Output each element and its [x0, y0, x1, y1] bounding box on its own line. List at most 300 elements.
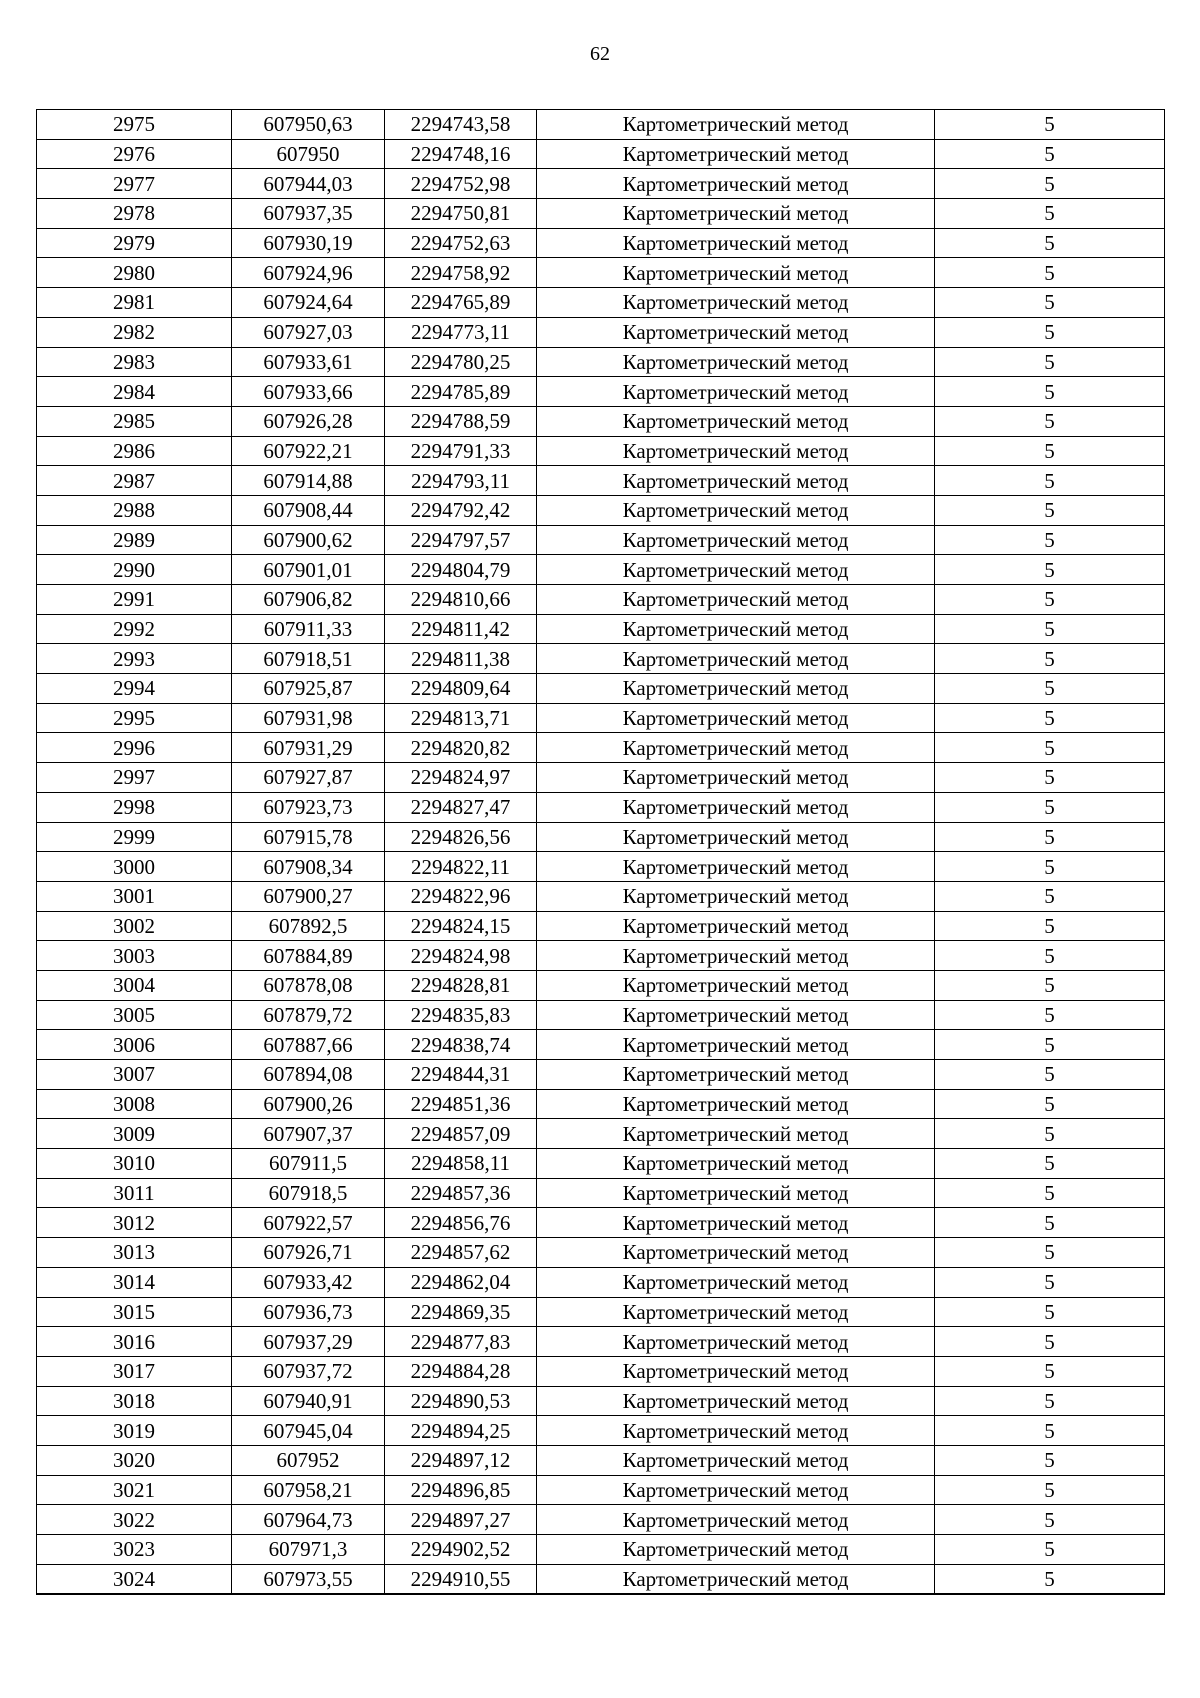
cell-coordinate-x: 607926,71 [232, 1238, 385, 1268]
cell-point-number: 3007 [37, 1060, 232, 1090]
cell-accuracy: 5 [935, 1119, 1165, 1149]
table-row [37, 466, 1165, 496]
cell-accuracy: 5 [935, 228, 1165, 258]
cell-accuracy: 5 [935, 1060, 1165, 1090]
cell-point-number: 2984 [37, 377, 232, 407]
cell-point-number: 2983 [37, 347, 232, 377]
cell-coordinate-y: 2294820,82 [385, 733, 537, 763]
table-row [37, 1030, 1165, 1060]
cell-coordinate-y: 2294828,81 [385, 970, 537, 1000]
cell-coordinate-y: 2294838,74 [385, 1030, 537, 1060]
cell-method: Картометрический метод [537, 1149, 935, 1179]
cell-method: Картометрический метод [537, 1475, 935, 1505]
cell-accuracy: 5 [935, 139, 1165, 169]
cell-method: Картометрический метод [537, 1089, 935, 1119]
cell-coordinate-x: 607945,04 [232, 1416, 385, 1446]
cell-coordinate-y: 2294750,81 [385, 199, 537, 229]
cell-method: Картометрический метод [537, 169, 935, 199]
table-row [37, 733, 1165, 763]
cell-point-number: 2994 [37, 674, 232, 704]
cell-method: Картометрический метод [537, 674, 935, 704]
cell-accuracy: 5 [935, 288, 1165, 318]
table-row [37, 1416, 1165, 1446]
cell-method: Картометрический метод [537, 1356, 935, 1386]
cell-point-number: 2977 [37, 169, 232, 199]
cell-coordinate-x: 607918,5 [232, 1178, 385, 1208]
cell-accuracy: 5 [935, 852, 1165, 882]
cell-coordinate-x: 607971,3 [232, 1535, 385, 1565]
cell-point-number: 3013 [37, 1238, 232, 1268]
cell-accuracy: 5 [935, 941, 1165, 971]
cell-accuracy: 5 [935, 317, 1165, 347]
cell-coordinate-y: 2294856,76 [385, 1208, 537, 1238]
cell-point-number: 3016 [37, 1327, 232, 1357]
cell-accuracy: 5 [935, 1267, 1165, 1297]
cell-point-number: 2990 [37, 555, 232, 585]
cell-point-number: 2997 [37, 763, 232, 793]
table-row [37, 614, 1165, 644]
cell-accuracy: 5 [935, 703, 1165, 733]
table-row [37, 199, 1165, 229]
table-row [37, 555, 1165, 585]
cell-coordinate-x: 607924,64 [232, 288, 385, 318]
cell-coordinate-x: 607973,55 [232, 1564, 385, 1594]
cell-method: Картометрический метод [537, 970, 935, 1000]
table-row [37, 703, 1165, 733]
cell-method: Картометрический метод [537, 1297, 935, 1327]
cell-point-number: 3005 [37, 1000, 232, 1030]
cell-accuracy: 5 [935, 377, 1165, 407]
cell-point-number: 3010 [37, 1149, 232, 1179]
table-row [37, 911, 1165, 941]
cell-coordinate-y: 2294826,56 [385, 822, 537, 852]
cell-coordinate-x: 607922,21 [232, 436, 385, 466]
cell-accuracy: 5 [935, 347, 1165, 377]
cell-coordinate-x: 607922,57 [232, 1208, 385, 1238]
cell-point-number: 2991 [37, 585, 232, 615]
table-row [37, 1327, 1165, 1357]
cell-method: Картометрический метод [537, 941, 935, 971]
cell-point-number: 3000 [37, 852, 232, 882]
cell-method: Картометрический метод [537, 258, 935, 288]
cell-coordinate-x: 607933,66 [232, 377, 385, 407]
table-row [37, 406, 1165, 436]
cell-coordinate-x: 607915,78 [232, 822, 385, 852]
cell-accuracy: 5 [935, 199, 1165, 229]
cell-point-number: 2986 [37, 436, 232, 466]
cell-method: Картометрический метод [537, 110, 935, 140]
cell-method: Картометрический метод [537, 911, 935, 941]
cell-coordinate-y: 2294827,47 [385, 792, 537, 822]
cell-method: Картометрический метод [537, 1505, 935, 1535]
table-row [37, 139, 1165, 169]
cell-coordinate-x: 607926,28 [232, 406, 385, 436]
cell-point-number: 3006 [37, 1030, 232, 1060]
cell-coordinate-y: 2294884,28 [385, 1356, 537, 1386]
cell-accuracy: 5 [935, 881, 1165, 911]
cell-coordinate-y: 2294773,11 [385, 317, 537, 347]
cell-accuracy: 5 [935, 1000, 1165, 1030]
table-row [37, 258, 1165, 288]
cell-point-number: 2982 [37, 317, 232, 347]
cell-accuracy: 5 [935, 1416, 1165, 1446]
cell-point-number: 3009 [37, 1119, 232, 1149]
cell-coordinate-y: 2294792,42 [385, 495, 537, 525]
cell-accuracy: 5 [935, 644, 1165, 674]
cell-coordinate-y: 2294857,36 [385, 1178, 537, 1208]
cell-coordinate-x: 607930,19 [232, 228, 385, 258]
cell-coordinate-x: 607964,73 [232, 1505, 385, 1535]
cell-point-number: 3014 [37, 1267, 232, 1297]
cell-coordinate-x: 607950,63 [232, 110, 385, 140]
cell-coordinate-x: 607923,73 [232, 792, 385, 822]
cell-coordinate-y: 2294897,27 [385, 1505, 537, 1535]
cell-coordinate-y: 2294858,11 [385, 1149, 537, 1179]
cell-method: Картометрический метод [537, 1060, 935, 1090]
cell-coordinate-y: 2294810,66 [385, 585, 537, 615]
cell-accuracy: 5 [935, 406, 1165, 436]
cell-coordinate-y: 2294788,59 [385, 406, 537, 436]
cell-method: Картометрический метод [537, 525, 935, 555]
cell-coordinate-y: 2294797,57 [385, 525, 537, 555]
table-row [37, 970, 1165, 1000]
cell-point-number: 2996 [37, 733, 232, 763]
cell-coordinate-x: 607944,03 [232, 169, 385, 199]
cell-coordinate-y: 2294897,12 [385, 1445, 537, 1475]
table-row [37, 1149, 1165, 1179]
cell-accuracy: 5 [935, 258, 1165, 288]
cell-method: Картометрический метод [537, 555, 935, 585]
cell-point-number: 3008 [37, 1089, 232, 1119]
cell-coordinate-x: 607936,73 [232, 1297, 385, 1327]
cell-accuracy: 5 [935, 1030, 1165, 1060]
cell-method: Картометрический метод [537, 1178, 935, 1208]
cell-accuracy: 5 [935, 555, 1165, 585]
cell-coordinate-y: 2294835,83 [385, 1000, 537, 1030]
cell-point-number: 2995 [37, 703, 232, 733]
cell-accuracy: 5 [935, 1238, 1165, 1268]
cell-method: Картометрический метод [537, 852, 935, 882]
cell-accuracy: 5 [935, 1089, 1165, 1119]
cell-coordinate-x: 607925,87 [232, 674, 385, 704]
cell-coordinate-x: 607924,96 [232, 258, 385, 288]
cell-coordinate-y: 2294743,58 [385, 110, 537, 140]
cell-coordinate-x: 607950 [232, 139, 385, 169]
cell-accuracy: 5 [935, 763, 1165, 793]
cell-accuracy: 5 [935, 585, 1165, 615]
cell-coordinate-x: 607937,35 [232, 199, 385, 229]
cell-coordinate-x: 607937,29 [232, 1327, 385, 1357]
cell-coordinate-x: 607914,88 [232, 466, 385, 496]
cell-coordinate-x: 607952 [232, 1445, 385, 1475]
cell-coordinate-x: 607927,03 [232, 317, 385, 347]
cell-point-number: 3002 [37, 911, 232, 941]
cell-point-number: 3021 [37, 1475, 232, 1505]
cell-point-number: 2980 [37, 258, 232, 288]
cell-point-number: 2975 [37, 110, 232, 140]
cell-coordinate-x: 607900,62 [232, 525, 385, 555]
cell-coordinate-y: 2294869,35 [385, 1297, 537, 1327]
cell-accuracy: 5 [935, 1178, 1165, 1208]
cell-method: Картометрический метод [537, 1208, 935, 1238]
cell-coordinate-x: 607907,37 [232, 1119, 385, 1149]
cell-coordinate-x: 607940,91 [232, 1386, 385, 1416]
cell-coordinate-y: 2294844,31 [385, 1060, 537, 1090]
cell-accuracy: 5 [935, 1208, 1165, 1238]
cell-accuracy: 5 [935, 733, 1165, 763]
table-row [37, 674, 1165, 704]
cell-coordinate-x: 607908,44 [232, 495, 385, 525]
cell-point-number: 3024 [37, 1564, 232, 1594]
cell-coordinate-y: 2294894,25 [385, 1416, 537, 1446]
cell-method: Картометрический метод [537, 703, 935, 733]
cell-coordinate-y: 2294822,96 [385, 881, 537, 911]
cell-method: Картометрический метод [537, 763, 935, 793]
table-row [37, 110, 1165, 140]
cell-point-number: 2992 [37, 614, 232, 644]
cell-point-number: 2978 [37, 199, 232, 229]
cell-point-number: 3004 [37, 970, 232, 1000]
cell-point-number: 3022 [37, 1505, 232, 1535]
cell-coordinate-y: 2294824,15 [385, 911, 537, 941]
cell-coordinate-y: 2294877,83 [385, 1327, 537, 1357]
cell-method: Картометрический метод [537, 1267, 935, 1297]
cell-accuracy: 5 [935, 436, 1165, 466]
table-row [37, 881, 1165, 911]
table-row [37, 228, 1165, 258]
cell-coordinate-x: 607931,29 [232, 733, 385, 763]
cell-method: Картометрический метод [537, 585, 935, 615]
cell-accuracy: 5 [935, 1564, 1165, 1594]
cell-coordinate-y: 2294890,53 [385, 1386, 537, 1416]
table-row [37, 763, 1165, 793]
cell-point-number: 2999 [37, 822, 232, 852]
table-row [37, 644, 1165, 674]
cell-point-number: 2979 [37, 228, 232, 258]
cell-method: Картометрический метод [537, 614, 935, 644]
table-row [37, 1119, 1165, 1149]
cell-coordinate-y: 2294824,97 [385, 763, 537, 793]
table-row [37, 852, 1165, 882]
cell-coordinate-x: 607878,08 [232, 970, 385, 1000]
table-row [37, 377, 1165, 407]
cell-method: Картометрический метод [537, 644, 935, 674]
cell-coordinate-y: 2294785,89 [385, 377, 537, 407]
cell-coordinate-x: 607900,27 [232, 881, 385, 911]
cell-coordinate-y: 2294902,52 [385, 1535, 537, 1565]
cell-accuracy: 5 [935, 1297, 1165, 1327]
cell-accuracy: 5 [935, 495, 1165, 525]
cell-coordinate-y: 2294748,16 [385, 139, 537, 169]
cell-coordinate-x: 607879,72 [232, 1000, 385, 1030]
cell-accuracy: 5 [935, 674, 1165, 704]
cell-coordinate-y: 2294857,09 [385, 1119, 537, 1149]
cell-accuracy: 5 [935, 1386, 1165, 1416]
cell-coordinate-x: 607918,51 [232, 644, 385, 674]
cell-accuracy: 5 [935, 1535, 1165, 1565]
cell-method: Картометрический метод [537, 317, 935, 347]
cell-coordinate-x: 607906,82 [232, 585, 385, 615]
cell-coordinate-x: 607884,89 [232, 941, 385, 971]
cell-coordinate-x: 607933,42 [232, 1267, 385, 1297]
cell-method: Картометрический метод [537, 466, 935, 496]
cell-coordinate-x: 607927,87 [232, 763, 385, 793]
cell-coordinate-x: 607901,01 [232, 555, 385, 585]
cell-coordinate-x: 607900,26 [232, 1089, 385, 1119]
cell-accuracy: 5 [935, 110, 1165, 140]
table-row [37, 585, 1165, 615]
cell-method: Картометрический метод [537, 822, 935, 852]
table-row [37, 1445, 1165, 1475]
cell-accuracy: 5 [935, 1356, 1165, 1386]
cell-accuracy: 5 [935, 169, 1165, 199]
cell-accuracy: 5 [935, 1445, 1165, 1475]
table-row [37, 1000, 1165, 1030]
cell-method: Картометрический метод [537, 288, 935, 318]
cell-method: Картометрический метод [537, 1386, 935, 1416]
cell-method: Картометрический метод [537, 228, 935, 258]
table-row [37, 436, 1165, 466]
cell-method: Картометрический метод [537, 139, 935, 169]
cell-coordinate-y: 2294851,36 [385, 1089, 537, 1119]
cell-point-number: 2989 [37, 525, 232, 555]
cell-point-number: 2998 [37, 792, 232, 822]
cell-point-number: 3012 [37, 1208, 232, 1238]
cell-method: Картометрический метод [537, 733, 935, 763]
cell-coordinate-y: 2294780,25 [385, 347, 537, 377]
cell-coordinate-x: 607958,21 [232, 1475, 385, 1505]
cell-method: Картометрический метод [537, 406, 935, 436]
cell-coordinate-x: 607887,66 [232, 1030, 385, 1060]
coordinates-table [36, 109, 1165, 1595]
cell-point-number: 3003 [37, 941, 232, 971]
cell-coordinate-x: 607933,61 [232, 347, 385, 377]
cell-coordinate-y: 2294804,79 [385, 555, 537, 585]
cell-accuracy: 5 [935, 1149, 1165, 1179]
cell-point-number: 2988 [37, 495, 232, 525]
cell-accuracy: 5 [935, 822, 1165, 852]
table-row [37, 1267, 1165, 1297]
table-row [37, 822, 1165, 852]
cell-method: Картометрический метод [537, 377, 935, 407]
cell-method: Картометрический метод [537, 1445, 935, 1475]
cell-point-number: 2976 [37, 139, 232, 169]
cell-point-number: 3011 [37, 1178, 232, 1208]
cell-coordinate-y: 2294765,89 [385, 288, 537, 318]
cell-point-number: 3001 [37, 881, 232, 911]
cell-coordinate-y: 2294824,98 [385, 941, 537, 971]
cell-coordinate-y: 2294910,55 [385, 1564, 537, 1594]
cell-method: Картометрический метод [537, 1238, 935, 1268]
table-row [37, 288, 1165, 318]
cell-point-number: 3019 [37, 1416, 232, 1446]
cell-coordinate-x: 607931,98 [232, 703, 385, 733]
cell-coordinate-x: 607908,34 [232, 852, 385, 882]
table-row [37, 347, 1165, 377]
table-row [37, 941, 1165, 971]
cell-coordinate-x: 607894,08 [232, 1060, 385, 1090]
cell-accuracy: 5 [935, 970, 1165, 1000]
cell-coordinate-y: 2294896,85 [385, 1475, 537, 1505]
cell-coordinate-y: 2294822,11 [385, 852, 537, 882]
cell-accuracy: 5 [935, 792, 1165, 822]
cell-method: Картометрический метод [537, 792, 935, 822]
table-row [37, 792, 1165, 822]
table-row [37, 1535, 1165, 1565]
cell-coordinate-x: 607937,72 [232, 1356, 385, 1386]
table-row [37, 1564, 1165, 1594]
cell-coordinate-x: 607892,5 [232, 911, 385, 941]
cell-method: Картометрический метод [537, 1564, 935, 1594]
table-row [37, 1505, 1165, 1535]
cell-coordinate-x: 607911,33 [232, 614, 385, 644]
cell-coordinate-y: 2294862,04 [385, 1267, 537, 1297]
cell-coordinate-y: 2294811,38 [385, 644, 537, 674]
cell-accuracy: 5 [935, 466, 1165, 496]
cell-method: Картометрический метод [537, 1416, 935, 1446]
cell-method: Картометрический метод [537, 495, 935, 525]
cell-accuracy: 5 [935, 911, 1165, 941]
cell-point-number: 2993 [37, 644, 232, 674]
cell-point-number: 3020 [37, 1445, 232, 1475]
coordinates-table-body [37, 110, 1165, 1595]
cell-coordinate-x: 607911,5 [232, 1149, 385, 1179]
cell-point-number: 3023 [37, 1535, 232, 1565]
cell-method: Картометрический метод [537, 436, 935, 466]
cell-coordinate-y: 2294752,98 [385, 169, 537, 199]
cell-point-number: 3018 [37, 1386, 232, 1416]
cell-coordinate-y: 2294809,64 [385, 674, 537, 704]
table-row [37, 1238, 1165, 1268]
cell-method: Картометрический метод [537, 881, 935, 911]
table-row [37, 1089, 1165, 1119]
cell-point-number: 2985 [37, 406, 232, 436]
cell-coordinate-y: 2294857,62 [385, 1238, 537, 1268]
cell-coordinate-y: 2294813,71 [385, 703, 537, 733]
table-row [37, 1475, 1165, 1505]
table-row [37, 1356, 1165, 1386]
table-row [37, 525, 1165, 555]
cell-method: Картометрический метод [537, 199, 935, 229]
table-row [37, 1297, 1165, 1327]
cell-coordinate-y: 2294811,42 [385, 614, 537, 644]
cell-method: Картометрический метод [537, 1535, 935, 1565]
cell-method: Картометрический метод [537, 1000, 935, 1030]
cell-coordinate-y: 2294791,33 [385, 436, 537, 466]
cell-point-number: 2987 [37, 466, 232, 496]
page-number: 62 [590, 43, 610, 65]
cell-method: Картометрический метод [537, 1327, 935, 1357]
cell-accuracy: 5 [935, 1505, 1165, 1535]
cell-point-number: 3015 [37, 1297, 232, 1327]
cell-coordinate-y: 2294752,63 [385, 228, 537, 258]
table-row [37, 1060, 1165, 1090]
cell-accuracy: 5 [935, 614, 1165, 644]
cell-accuracy: 5 [935, 1475, 1165, 1505]
table-row [37, 1386, 1165, 1416]
cell-method: Картометрический метод [537, 1030, 935, 1060]
table-row [37, 495, 1165, 525]
cell-coordinate-y: 2294793,11 [385, 466, 537, 496]
table-row [37, 1208, 1165, 1238]
cell-point-number: 2981 [37, 288, 232, 318]
cell-accuracy: 5 [935, 525, 1165, 555]
cell-coordinate-y: 2294758,92 [385, 258, 537, 288]
cell-point-number: 3017 [37, 1356, 232, 1386]
table-row [37, 169, 1165, 199]
cell-accuracy: 5 [935, 1327, 1165, 1357]
cell-method: Картометрический метод [537, 347, 935, 377]
